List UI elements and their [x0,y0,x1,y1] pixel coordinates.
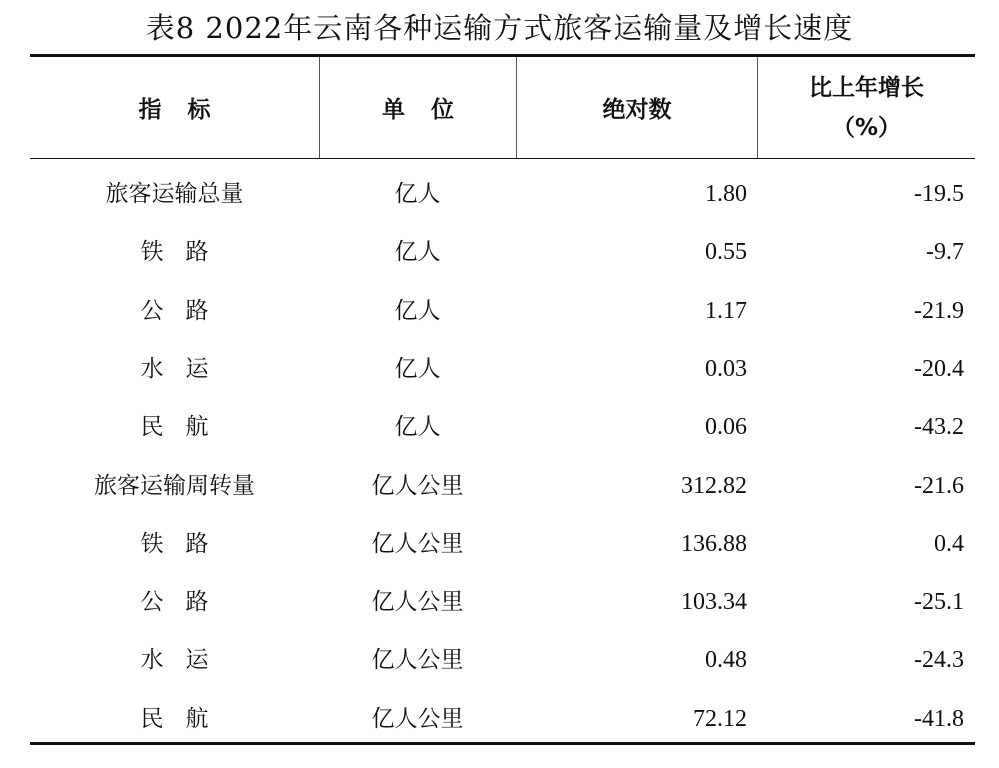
indicator-cell: 旅客运输周转量 [94,472,255,499]
growth-cell: -21.9 [914,297,964,324]
unit-cell: 亿人公里 [371,647,464,674]
indicator-cell: 铁路 [140,239,231,266]
unit-cell: 亿人 [394,414,441,441]
absolute-cell: 1.80 [705,181,747,207]
table-row [30,457,975,515]
absolute-cell: 0.06 [705,414,747,441]
growth-cell: -25.1 [914,589,964,616]
indicator-cell: 水运 [140,355,231,382]
table-row [30,165,975,223]
indicator-cell: 公路 [140,589,231,616]
indicator-cell: 民航 [140,705,231,732]
absolute-cell: 0.48 [705,647,747,674]
absolute-cell: 136.88 [681,530,747,557]
indicator-cell: 公路 [140,297,231,324]
growth-cell: -41.8 [914,705,964,732]
table-title: 表8 2022年云南各种运输方式旅客运输量及增长速度 [145,11,854,45]
unit-cell: 亿人 [394,297,441,324]
header-absolute: 绝对数 [602,97,672,123]
absolute-cell: 0.03 [705,355,747,382]
absolute-cell: 312.82 [681,472,747,499]
table-row [30,631,975,689]
growth-cell: -19.5 [914,181,964,207]
unit-cell: 亿人公里 [371,589,464,616]
unit-cell: 亿人公里 [371,705,464,732]
absolute-cell: 1.17 [705,297,747,324]
indicator-cell: 水运 [140,647,231,674]
table-row [30,282,975,340]
table-row [30,398,975,456]
table-row [30,340,975,398]
absolute-cell: 0.55 [705,239,747,266]
unit-cell: 亿人公里 [371,530,464,557]
unit-cell: 亿人 [394,239,441,266]
growth-cell: -43.2 [914,414,964,441]
growth-cell: -21.6 [914,472,964,499]
header-unit: 单位 [382,97,480,123]
header-growth: 比上年增长 （%） [809,74,924,141]
indicator-cell: 民航 [140,414,231,441]
header-bottom-rule [30,158,975,159]
table-row [30,573,975,631]
table-row [30,515,975,573]
unit-cell: 亿人 [394,181,441,207]
table-bottom-rule [30,742,975,745]
table-row [30,690,975,748]
unit-cell: 亿人 [394,355,441,382]
unit-cell: 亿人公里 [371,472,464,499]
growth-cell: -20.4 [914,355,964,382]
absolute-cell: 72.12 [693,705,747,732]
indicator-cell: 旅客运输总量 [105,181,244,207]
growth-cell: -9.7 [926,239,964,266]
growth-cell: 0.4 [934,530,964,557]
table-row [30,223,975,281]
absolute-cell: 103.34 [681,589,747,616]
growth-cell: -24.3 [914,647,964,674]
header-indicator: 指标 [138,97,237,123]
indicator-cell: 铁路 [140,530,231,557]
